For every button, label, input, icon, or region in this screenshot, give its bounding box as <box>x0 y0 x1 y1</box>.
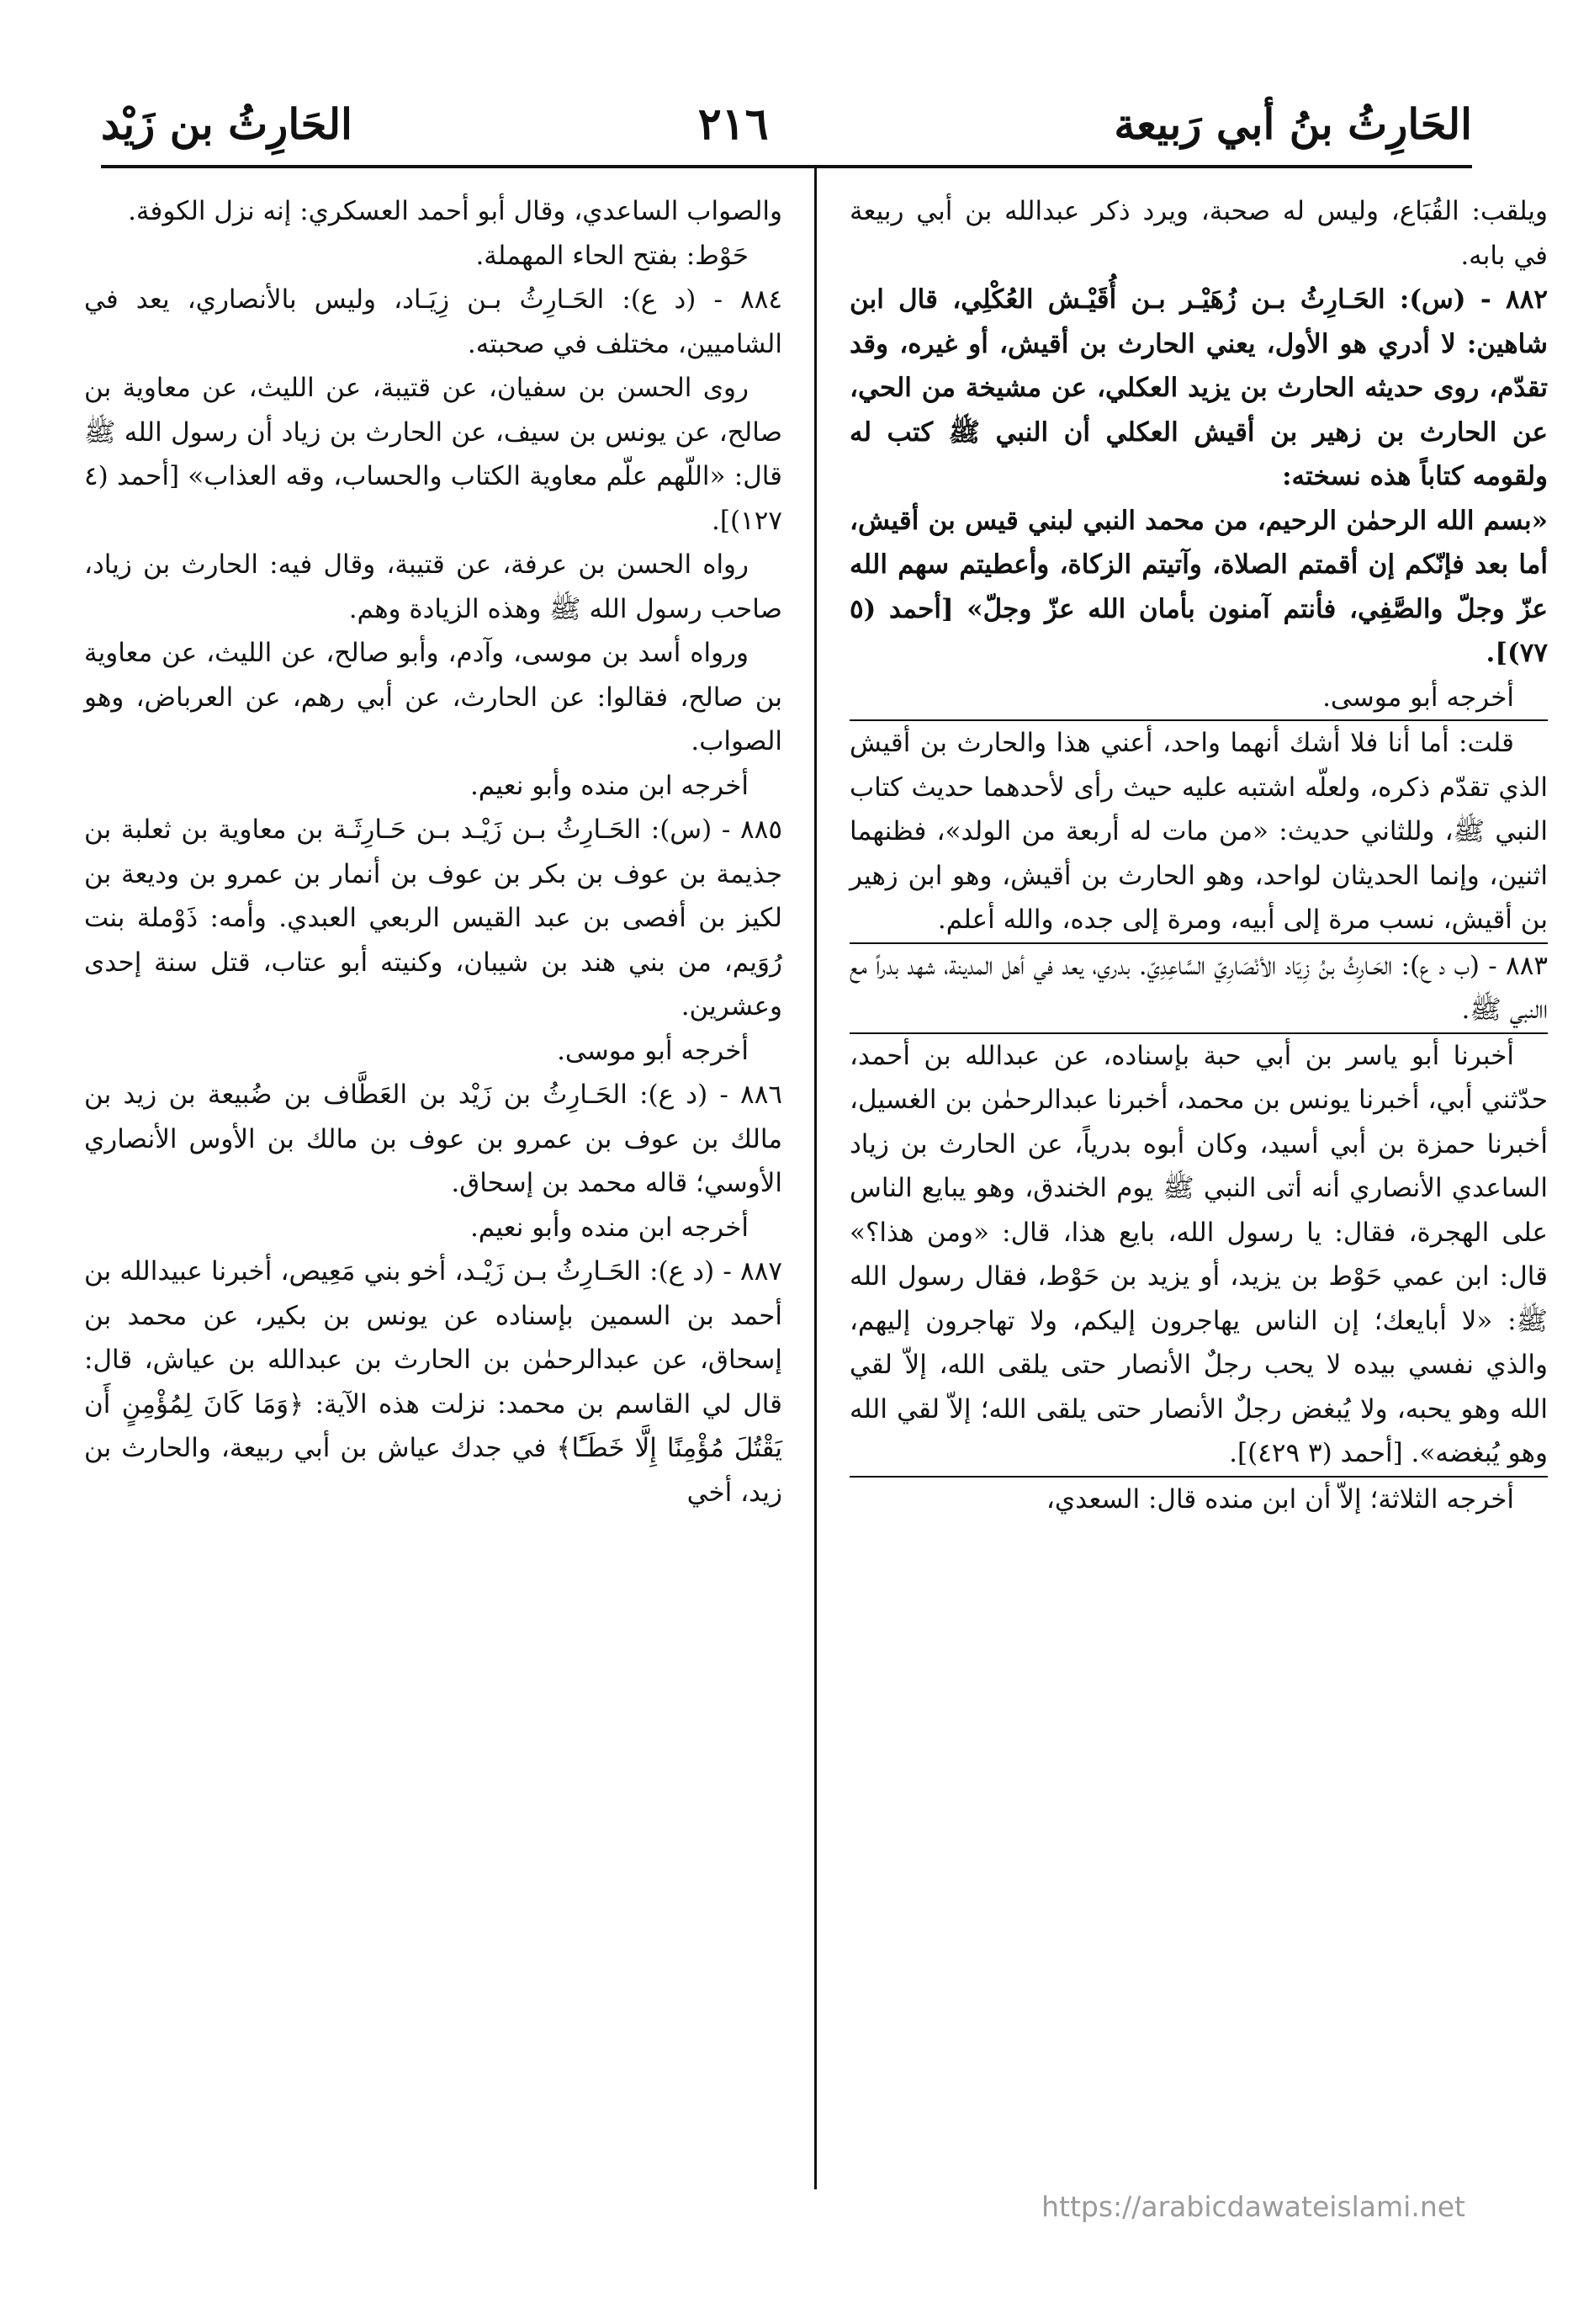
page-number: ٢١٦ <box>697 98 769 150</box>
paragraph: رواه الحسن بن عرفة، عن قتيبة، وقال فيه: الحارث بن زياد، صاحب رسول الله ﷺ وهذه الزيادة وهم. <box>84 549 782 624</box>
entry-886: ٨٨٦ - (د ع): الحَـارِثُ بن زَيْد بن العَطَّاف بن ضُبيعة بن زيد بن مالك بن عوف بن عمرو بن عوف بن مالك بن الأوس الأنصاري الأوسي؛ قاله محمد بن إسحاق. <box>84 1080 782 1198</box>
paragraph: أخرجه ابن منده وأبو نعيم. <box>469 1212 749 1243</box>
paragraph: أخرجه الثلاثة؛ إلاّ أن ابن منده قال: السعدي، <box>1046 1483 1514 1515</box>
paragraph: أخرجه ابن منده وأبو نعيم. <box>469 770 749 801</box>
running-title-right: الحَارِثُ بنُ أبي رَبيعة <box>1114 98 1472 149</box>
quoted-letter: «بسم الله الرحمٰن الرحيم، من محمد النبي لبني قيس بن أقيش، أما بعد فإنّكم إن أقمتم الصلاة، وآتيتم الزكاة، وأعطيتم سهم الله عزّ وجلّ والصَّفِي، فأنتم آمنون بأمان الله عزّ وجلّ» [أحمد (٥ ٧٧)]. <box>850 505 1548 668</box>
paragraph: روى الحسن بن سفيان، عن قتيبة، عن الليث، عن معاوية بن صالح، عن يونس بن سيف، عن الحارث بن زياد أن رسول الله ﷺ قال: «اللّهم علّم معاوية الكتاب والحساب، وقه العذاب» [أحمد (٤ ١٢٧)]. <box>84 373 782 536</box>
entry-882: ٨٨٢ - (س): الحَـارِثُ بـن زُهَيْـر بـن أُقَيْـش العُكْلِي، قال ابن شاهين: لا أدري هو الأول، يعني الحارث بن أقيش، أو غيره، وقد تقدّم، روى حديثه الحارث بن يزيد العكلي، عن مشيخة من الحي، عن الحارث بن زهير بن أقيش العكلي أن النبي ﷺ كتب له ولقومه كتاباً هذه نسخته: <box>850 284 1548 491</box>
paragraph: حَوْط: بفتح الحاء المهملة. <box>475 240 749 271</box>
paragraph: أخرجه أبو موسى. <box>1322 682 1514 713</box>
entry-884: ٨٨٤ - (د ع): الحَـارِثُ بـن زِيَـاد، وليس بالأنصاري، يعد في الشاميين، مختلف في صحبته. <box>84 284 782 359</box>
entry-885: ٨٨٥ - (س): الحَـارِثُ بـن زَيْـد بـن حَـارِثَـة بن معاوية بن ثعلبة بن جذيمة بن عوف بن بكر بن عوف بن أنمار بن عمرو بن وديعة بن لكيز بن أفصى بن عبد القيس الربعي العبدي. وأمه: ذَوْملة بنت رُوَيم، من بني هند بن شيبان، وكنيته أبو عتاب، قتل سنة إحدى وعشرين. <box>84 814 782 1021</box>
paragraph: ويلقب: القُبَاع، وليس له صحبة، ويرد ذكر عبدالله بن أبي ربيعة في بابه. <box>850 196 1548 271</box>
right-column <box>850 189 1548 1521</box>
watermark: https://arabicdawateislami.net <box>1041 2190 1465 2223</box>
left-column <box>84 189 782 1515</box>
running-title-left: الحَارِثُ بن زَيْد <box>101 98 352 149</box>
paragraph: قلت: أما أنا فلا أشك أنهما واحد، أعني هذا والحارث بن أقيش الذي تقدّم ذكره، ولعلّه اشتبه عليه حيث رأى لأحدهما حديث كتاب النبي ﷺ، وللثاني حديث: «من مات له أربعة من الولد»، فظنهما اثنين، وإنما الحديثان لواحد، وهو الحارث بن أقيش، وهو ابن زهير بن أقيش، نسب مرة إلى أبيه، ومرة إلى جده، والله أعلم. <box>850 728 1548 935</box>
paragraph: والصواب الساعدي، وقال أبو أحمد العسكري: إنه نزل الكوفة. <box>128 196 782 226</box>
paragraph: ورواه أسد بن موسى، وآدم، وأبو صالح، عن الليث، عن معاوية بن صالح، فقالوا: عن الحارث، عن أبي رهم، عن العرباض، وهو الصواب. <box>84 638 782 756</box>
paragraph: أخرجه أبو موسى. <box>557 1035 749 1066</box>
column-divider <box>814 168 817 2189</box>
page-header <box>101 94 1472 153</box>
paragraph: أخبرنا أبو ياسر بن أبي حبة بإسناده، عن عبدالله بن أحمد، حدّثني أبي، أخبرنا يونس بن محمد، أخبرنا عبدالرحمٰن بن الغسيل، أخبرنا حمزة بن أبي أسيد، وكان أبوه بدرياً، عن الحارث بن زياد الساعدي الأنصاري أنه أتى النبي ﷺ يوم الخندق، وهو يبايع الناس على الهجرة، فقال: يا رسول الله، بايع هذا، قال: «ومن هذا؟» قال: ابن عمي حَوْط بن يزيد، أو يزيد بن حَوْط، فقال رسول الله ﷺ: «لا أبايعك؛ إن الناس يهاجرون إليكم، ولا تهاجرون إليهم، والذي نفسي بيده لا يحب رجلٌ الأنصار حتى يلقى الله، إلاّ لقي الله وهو يحبه، ولا يُبغض رجلٌ الأنصار حتى يلقى الله؛ إلاّ لقي الله وهو يُبغضه». [أحمد (٣ ٤٢٩)]. <box>850 1040 1548 1468</box>
entry-887: ٨٨٧ - (د ع): الحَـارِثُ بـن زَيْـد، أخو بني مَعِيص، أخبرنا عبيدالله بن أحمد بن السمين بإسناده عن يونس بن بكير، عن محمد بن إسحاق، عن عبدالرحمٰن بن الحارث بن عبدالله بن عياش، قال: قال لي القاسم بن محمد: نزلت هذه الآية: ﴿وَمَا كَانَ لِمُؤْمِنٍ أَن يَقْتُلَ مُؤْمِنًا إِلَّا خَطَـًٔا﴾ في جدك عياش بن أبي ربيعة، والحارث بن زيد، أخي <box>84 1256 782 1508</box>
header-rule <box>101 165 1472 168</box>
entry-883: ٨٨٣ - (ب د ع): الحَـارِثُ بنُ زِيَاد الأنْصَارِيّ السَّاعِدِيّ. بدري، يعد في أهل المدينة، شهد بدراً مع االنبي ﷺ. <box>850 950 1548 1025</box>
